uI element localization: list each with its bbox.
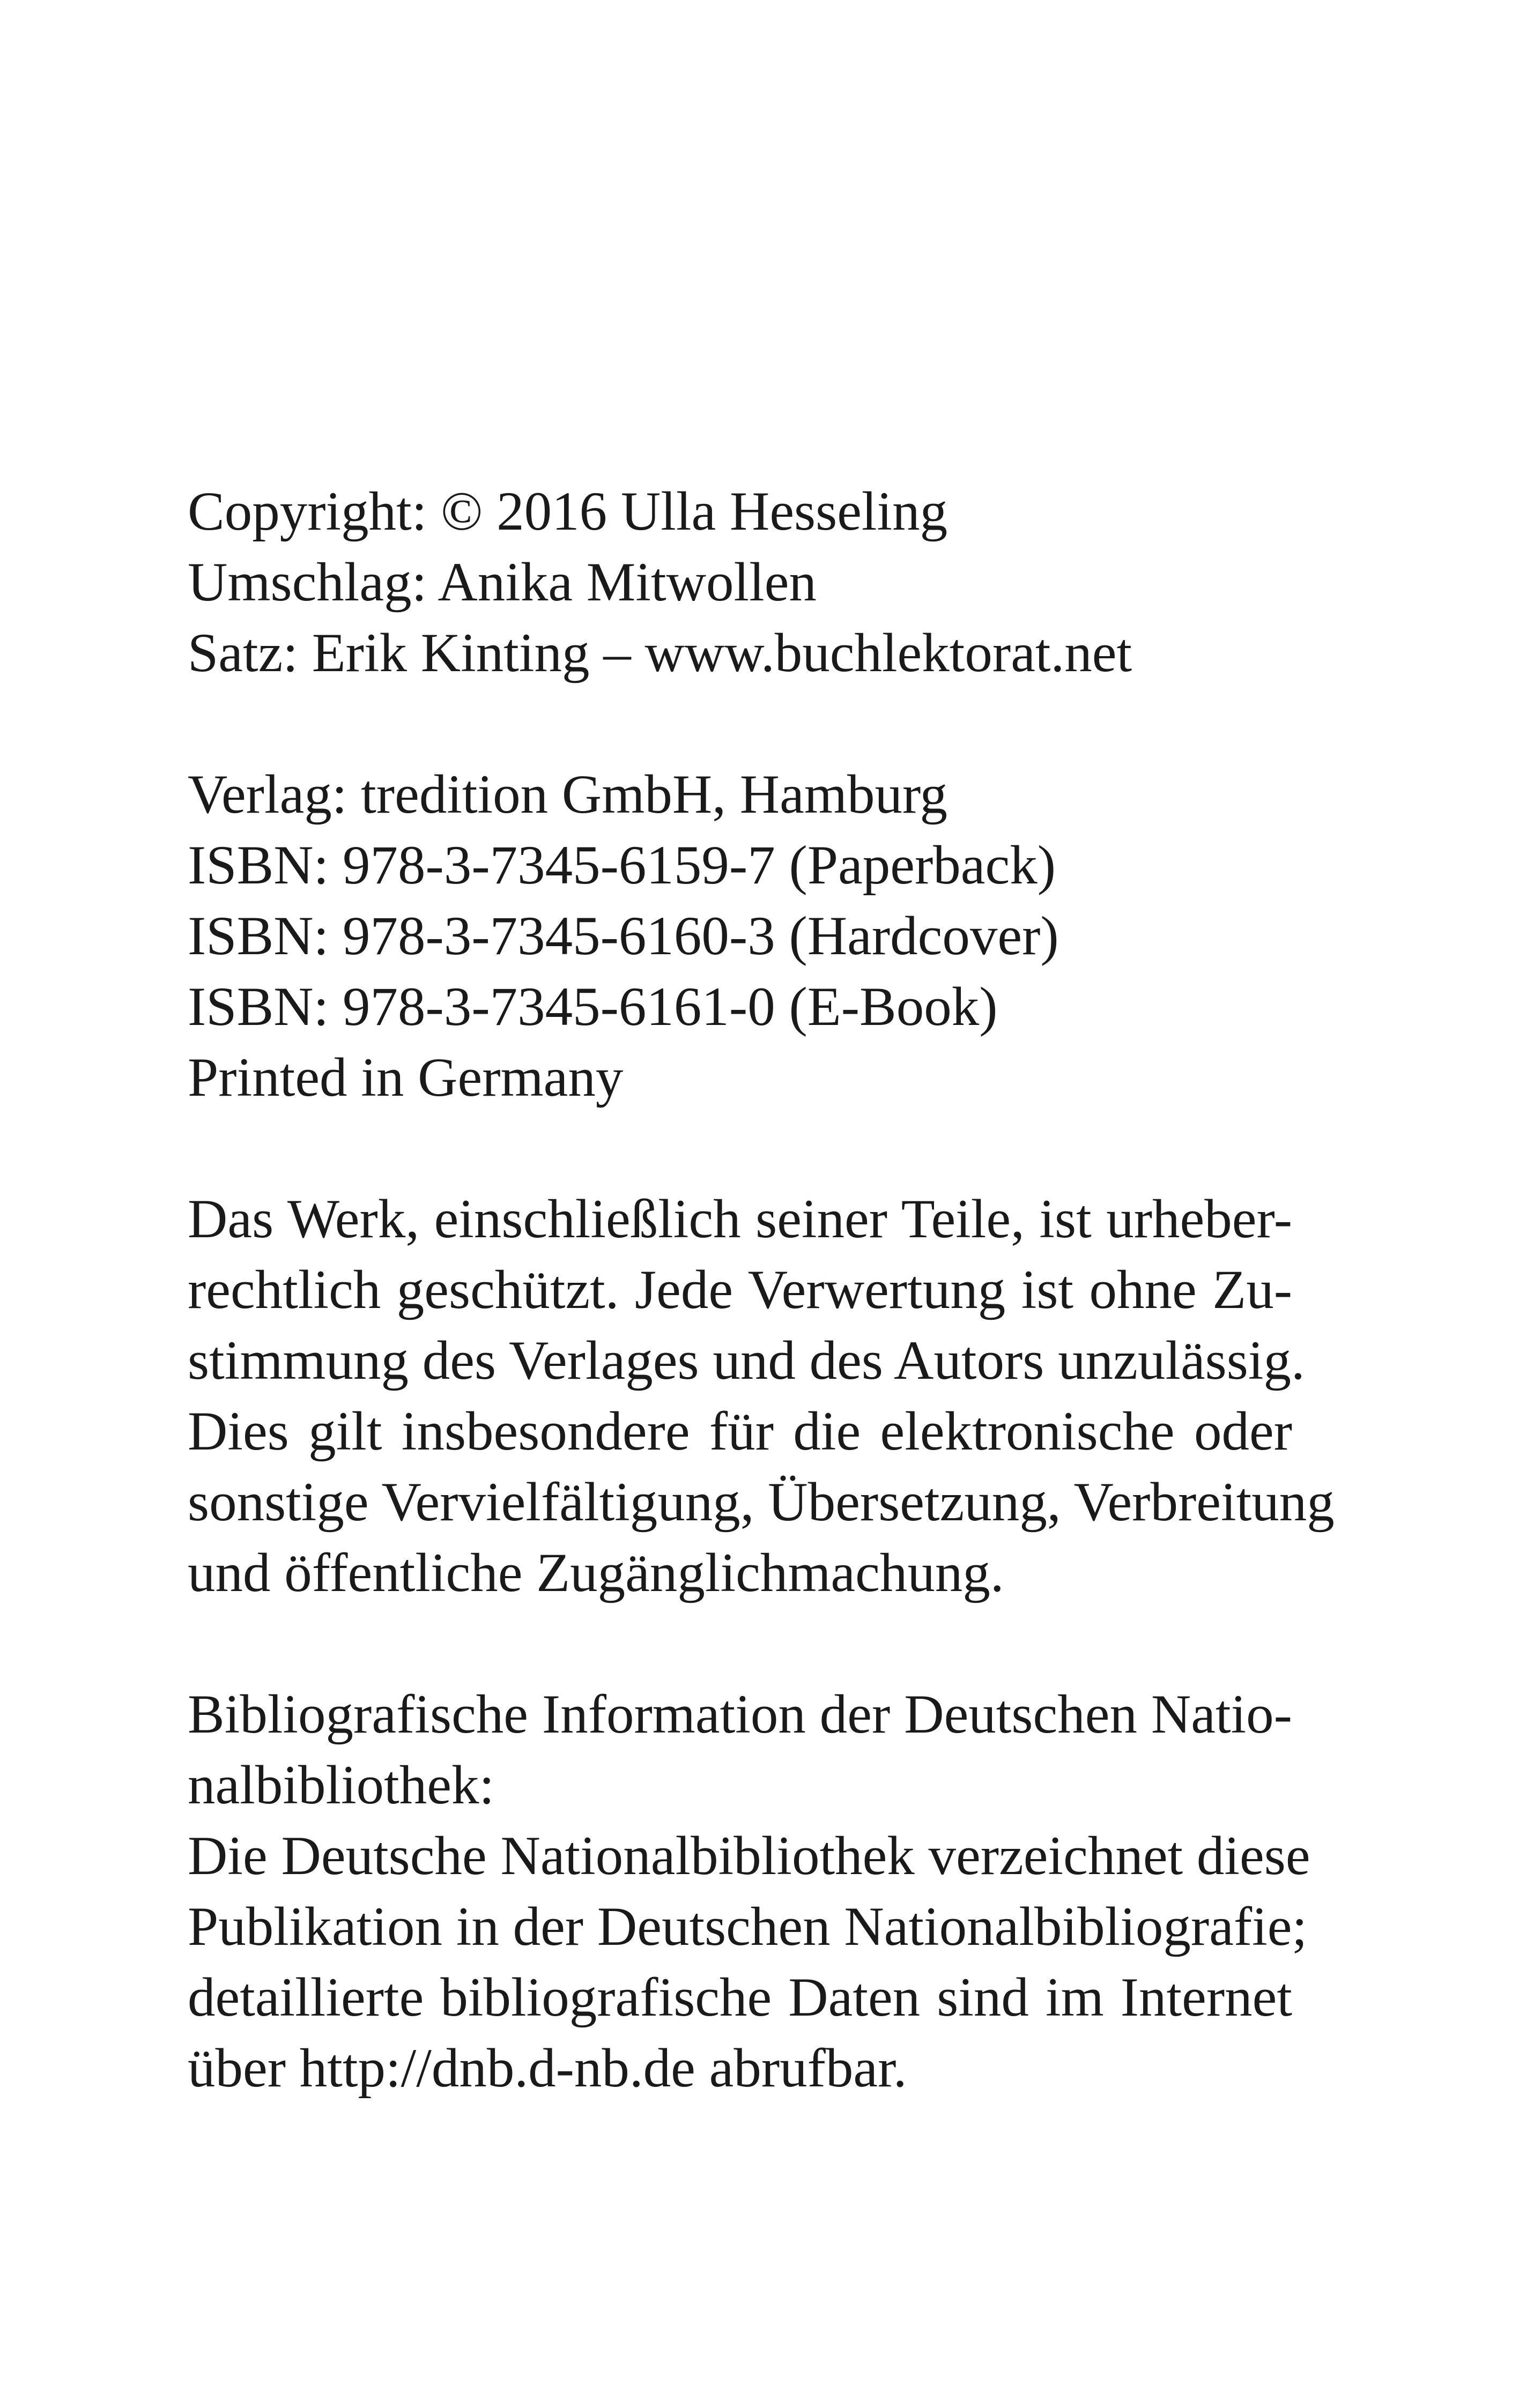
rights-notice-line: Das Werk, einschließlich seiner Teile, ist urheber- <box>188 1188 1292 1250</box>
section-spacer <box>188 1113 1292 1184</box>
rights-notice-line: Dies gilt insbesondere für die elektronische oder <box>188 1401 1292 1462</box>
section-spacer <box>188 1608 1292 1679</box>
rights-notice-line: rechtlich geschützt. Jede Verwertung ist ohne Zu- <box>188 1259 1292 1320</box>
bibliographic-line: Bibliografische Information der Deutschen Natio- <box>188 1684 1292 1745</box>
typesetting-credit-line: Satz: Erik Kinting – www.buchlektorat.net <box>188 622 1132 683</box>
rights-notice-line: sonstige Vervielfältigung, Übersetzung, Verbreitung <box>188 1471 1335 1533</box>
publisher-line: Verlag: tredition GmbH, Hamburg <box>188 764 947 825</box>
bibliographic-line: Publikation in der Deutschen Nationalbibliografie; <box>188 1896 1308 1957</box>
copyright-line: Copyright: © 2016 Ulla Hesseling <box>188 481 948 542</box>
imprint-page <box>188 476 1335 2104</box>
printed-in-line: Printed in Germany <box>188 1047 624 1108</box>
isbn-ebook-line: ISBN: 978-3-7345-6161-0 (E-Book) <box>188 976 998 1037</box>
section-spacer <box>188 688 1292 759</box>
cover-credit-line: Umschlag: Anika Mitwollen <box>188 552 817 613</box>
rights-notice-line: und öffentliche Zugänglichmachung. <box>188 1542 1004 1603</box>
bibliographic-line: über http://dnb.d-nb.de abrufbar. <box>188 2038 907 2099</box>
isbn-paperback-line: ISBN: 978-3-7345-6159-7 (Paperback) <box>188 835 1056 896</box>
bibliographic-info-paragraph <box>188 1679 1310 2104</box>
bibliographic-line: Die Deutsche Nationalbibliothek verzeichnet diese <box>188 1825 1310 1886</box>
rights-notice-line: stimmung des Verlages und des Autors unzulässig. <box>188 1330 1305 1391</box>
bibliographic-line: nalbibliothek: <box>188 1755 495 1816</box>
isbn-hardcover-line: ISBN: 978-3-7345-6160-3 (Hardcover) <box>188 905 1059 967</box>
rights-notice-paragraph <box>188 1184 1335 1608</box>
bibliographic-line: detaillierte bibliografische Daten sind im Internet <box>188 1967 1292 2028</box>
